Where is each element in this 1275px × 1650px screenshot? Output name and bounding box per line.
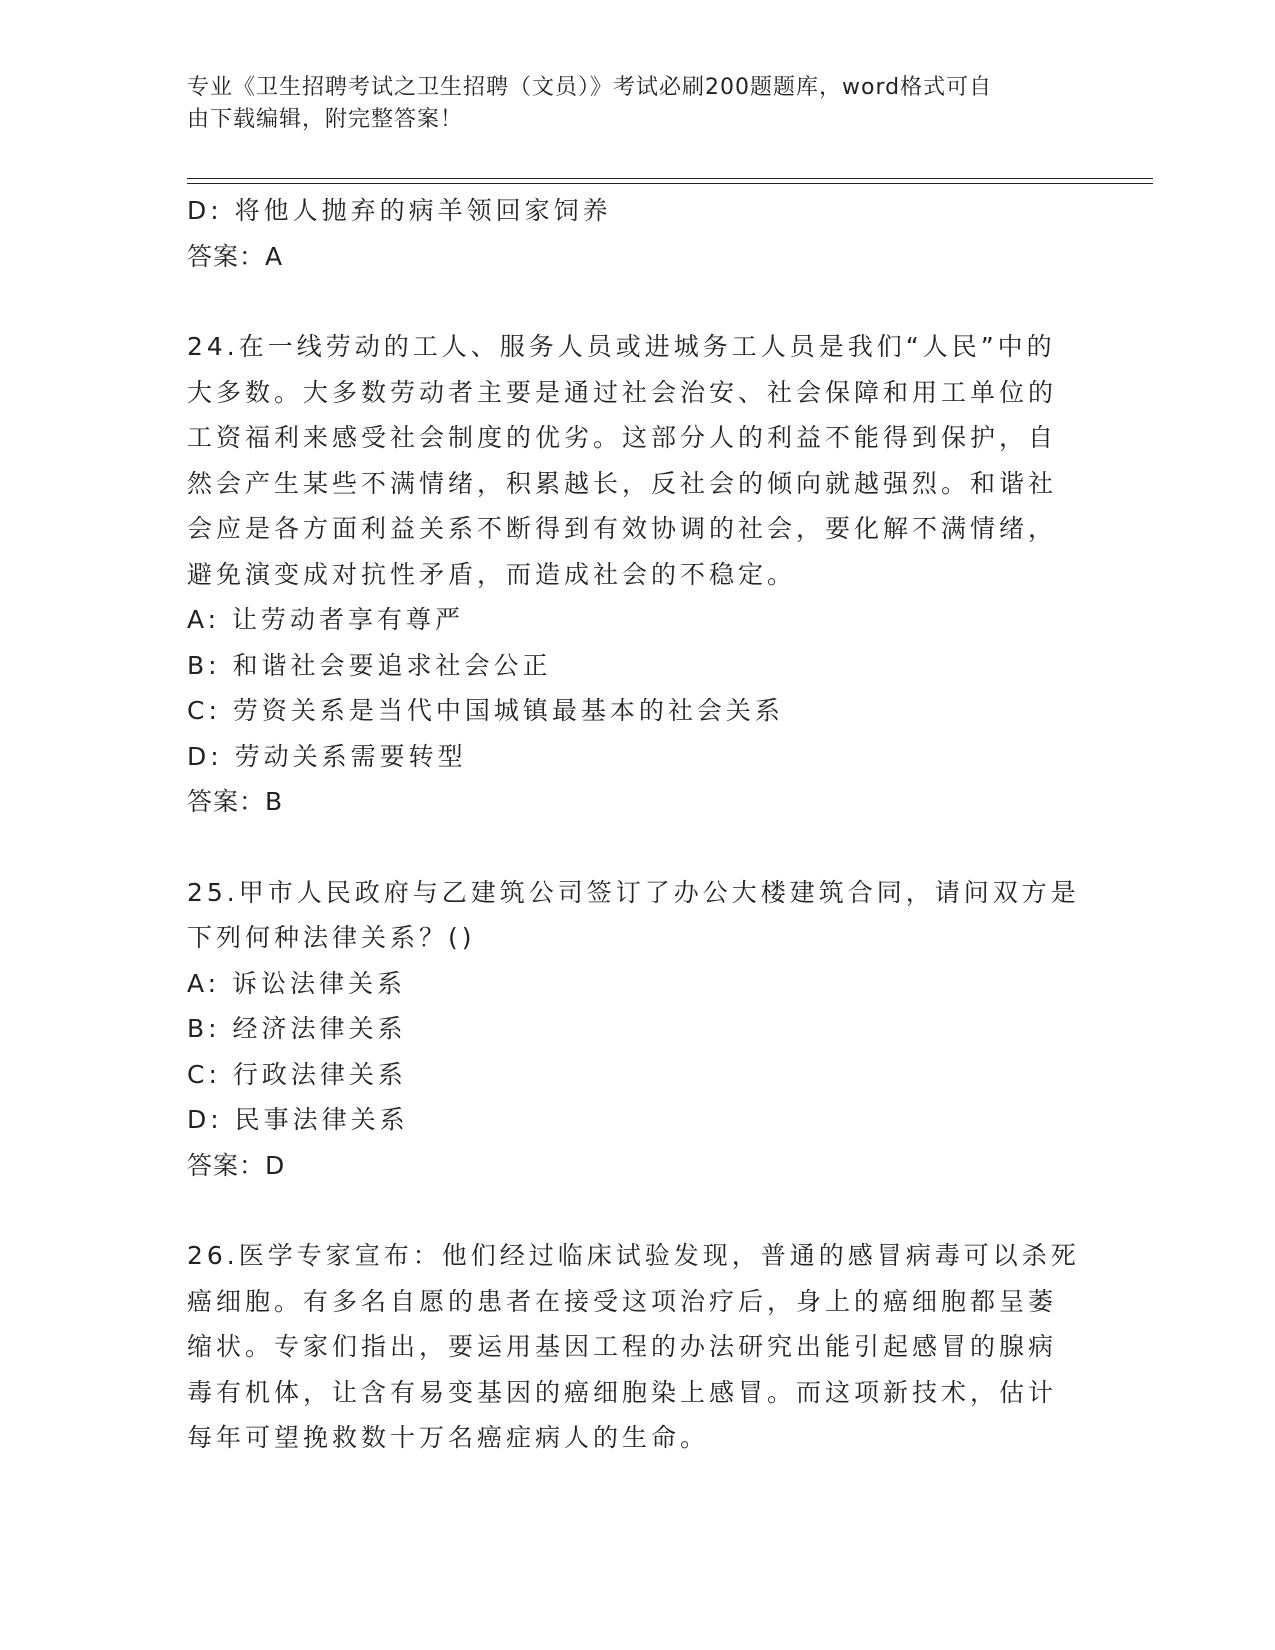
option-c: C: 行政法律关系 [187,1059,407,1089]
header-rule-bottom [187,183,1153,184]
header-rule-top [187,178,1153,179]
option-c: C: 劳资关系是当代中国城镇最基本的社会关系 [187,696,784,725]
question-text-line: 每年可望挽救数十万名癌症病人的生命。 [187,1423,710,1452]
document-header [187,72,1067,136]
question-23-tail [187,188,1077,279]
option-a: A: 让劳动者享有尊严 [187,605,465,634]
spacer [187,825,1077,870]
spacer [187,1188,1077,1233]
question-text-line: 毒有机体，让含有易变基因的癌细胞染上感冒。而这项新技术，估计 [187,1377,1058,1407]
question-text-line: 缩状。专家们指出，要运用基因工程的办法研究出能引起感冒的腺病 [187,1332,1058,1361]
question-24 [187,324,1077,825]
question-26 [187,1233,1080,1461]
spacer [187,279,1077,324]
question-text-line: 癌细胞。有多名自愿的患者在接受这项治疗后，身上的癌细胞都呈萎 [187,1286,1058,1316]
option-d: D: 劳动关系需要转型 [187,741,467,771]
option-b: B: 和谐社会要追求社会公正 [187,650,552,680]
header-line-2: 由下载编辑，附完整答案！ [187,107,464,132]
answer-line: 答案：D [187,1150,286,1180]
option-a: A: 诉讼法律关系 [187,968,407,998]
question-text-line: 然会产生某些不满情绪，积累越长，反社会的倾向就越强烈。和谐社 [187,468,1058,498]
question-text-line: 25.甲市人民政府与乙建筑公司签订了办公大楼建筑合同，请问双方是 [187,877,1080,907]
question-25 [187,870,1080,1189]
question-text-line: 工资福利来感受社会制度的优劣。这部分人的利益不能得到保护，自 [187,423,1058,452]
question-text-line: 26.医学专家宣布：他们经过临床试验发现，普通的感冒病毒可以杀死 [187,1241,1080,1270]
question-text-line: 避免演变成对抗性矛盾，而造成社会的不稳定。 [187,559,797,589]
document-body [187,188,1080,1461]
header-line-1: 专业《卫生招聘考试之卫生招聘（文员）》考试必刷200题题库，word格式可自 [187,75,993,100]
question-text-line: 24.在一线劳动的工人、服务人员或进城务工人员是我们“人民”中的 [187,332,1056,361]
question-text-line: 大多数。大多数劳动者主要是通过社会治安、社会保障和用工单位的 [187,377,1058,407]
answer-line: 答案：B [187,787,284,816]
option-b: B: 经济法律关系 [187,1014,407,1043]
option-d: D: 将他人抛弃的病羊领回家饲养 [187,196,612,225]
question-text-line: 下列何种法律关系？() [187,923,476,952]
question-text-line: 会应是各方面利益关系不断得到有效协调的社会，要化解不满情绪， [187,514,1058,543]
answer-line: 答案：A [187,241,284,271]
option-d: D: 民事法律关系 [187,1105,409,1134]
